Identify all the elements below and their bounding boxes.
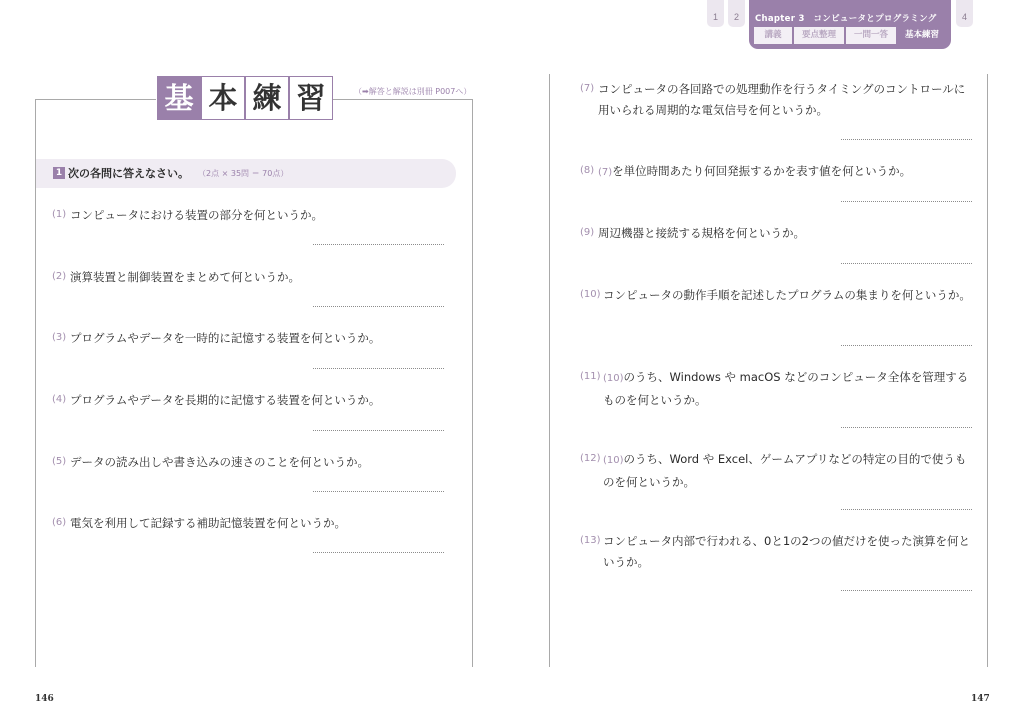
answer-line[interactable] bbox=[313, 306, 444, 307]
answer-line[interactable] bbox=[841, 509, 972, 510]
right-frame-left-rule bbox=[549, 74, 550, 667]
right-frame-right-rule bbox=[987, 74, 988, 667]
answer-line[interactable] bbox=[841, 263, 972, 264]
section-number-badge: 1 bbox=[53, 167, 65, 179]
answer-line[interactable] bbox=[841, 590, 972, 591]
question-text: コンピュータの動作手順を記述したプログラムの集まりを何というか。 bbox=[603, 288, 971, 302]
question-number: (4) bbox=[52, 394, 67, 405]
question-number: (10) bbox=[580, 289, 601, 300]
question-number: (9) bbox=[580, 227, 595, 238]
left-frame-top-rule-right bbox=[333, 99, 473, 100]
question-text: 演算装置と制御装置をまとめて何というか。 bbox=[70, 270, 300, 284]
answer-line[interactable] bbox=[313, 244, 444, 245]
question-reference: (10) bbox=[603, 455, 624, 466]
answer-line[interactable] bbox=[313, 368, 444, 369]
answer-line[interactable] bbox=[313, 491, 444, 492]
chapter-tab-2[interactable]: 2 bbox=[728, 0, 745, 27]
page-number-right: 147 bbox=[971, 694, 990, 704]
title-char-3: 練 bbox=[245, 76, 289, 120]
question-text: を単位時間あたり何回発振するかを表す値を何というか。 bbox=[612, 164, 912, 178]
question-text-wrap bbox=[603, 367, 973, 410]
question-text: データの読み出しや書き込みの速さのことを何というか。 bbox=[70, 455, 369, 469]
question-number: (11) bbox=[580, 371, 601, 382]
question-text: コンピュータの各回路での処理動作を行うタイミングのコントロールに用いられる周期的な電気信号を何というか。 bbox=[598, 82, 966, 117]
question-number: (8) bbox=[580, 165, 595, 176]
title-char-1: 基 bbox=[157, 76, 201, 120]
chapter-tab-4[interactable]: 4 bbox=[956, 0, 973, 27]
question-text: コンピュータ内部で行われる、0と1の2つの値だけを使った演算を何というか。 bbox=[603, 534, 970, 569]
question-text: のうち、Word や Excel、ゲームアプリなどの特定の目的で使うものを何というか。 bbox=[603, 452, 967, 489]
breadcrumb-basic-practice[interactable]: 基本練習 bbox=[898, 27, 946, 44]
question-number: (12) bbox=[580, 453, 601, 464]
question-text: 周辺機器と接続する規格を何というか。 bbox=[598, 226, 805, 240]
breadcrumb-lecture[interactable]: 講義 bbox=[754, 27, 792, 44]
question-text: のうち、Windows や macOS などのコンピュータ全体を管理するものを何というか。 bbox=[603, 370, 969, 407]
breadcrumb bbox=[754, 27, 946, 44]
question-text-wrap bbox=[598, 161, 972, 184]
answer-line[interactable] bbox=[313, 552, 444, 553]
question-text: 電気を利用して記録する補助記憶装置を何というか。 bbox=[70, 516, 346, 530]
page-number-left: 146 bbox=[35, 694, 54, 704]
question-number: (2) bbox=[52, 271, 67, 282]
answer-line[interactable] bbox=[841, 139, 972, 140]
question-reference: (7) bbox=[598, 167, 613, 178]
question-text: プログラムやデータを長期的に記憶する装置を何というか。 bbox=[70, 393, 381, 407]
answer-line[interactable] bbox=[841, 345, 972, 346]
question-number: (7) bbox=[580, 83, 595, 94]
answer-line[interactable] bbox=[841, 201, 972, 202]
breadcrumb-summary[interactable]: 要点整理 bbox=[794, 27, 844, 44]
breadcrumb-qa[interactable]: 一問一答 bbox=[846, 27, 896, 44]
chapter-tab-1[interactable]: 1 bbox=[707, 0, 724, 27]
question-reference: (10) bbox=[603, 373, 624, 384]
question-number: (3) bbox=[52, 332, 67, 343]
question-number: (13) bbox=[580, 535, 601, 546]
chapter-title: Chapter 3 コンピュータとプログラミング bbox=[755, 14, 937, 24]
answer-reference-note: （➡解答と解説は別冊 P007へ） bbox=[354, 87, 472, 96]
question-number: (6) bbox=[52, 517, 67, 528]
question-text: コンピュータにおける装置の部分を何というか。 bbox=[70, 208, 323, 222]
question-number: (5) bbox=[52, 456, 67, 467]
question-text: プログラムやデータを一時的に記憶する装置を何というか。 bbox=[70, 331, 381, 345]
answer-line[interactable] bbox=[841, 427, 972, 428]
question-number: (1) bbox=[52, 209, 67, 220]
left-frame-top-rule bbox=[35, 99, 156, 100]
section-instruction: 次の各問に答えなさい。 bbox=[68, 167, 189, 180]
title-char-4: 習 bbox=[289, 76, 333, 120]
title-char-2: 本 bbox=[201, 76, 245, 120]
question-text-wrap bbox=[603, 449, 973, 492]
answer-line[interactable] bbox=[313, 430, 444, 431]
left-frame-right-rule bbox=[472, 99, 473, 667]
section-points: （2点 × 35問 ＝ 70点） bbox=[198, 169, 289, 178]
